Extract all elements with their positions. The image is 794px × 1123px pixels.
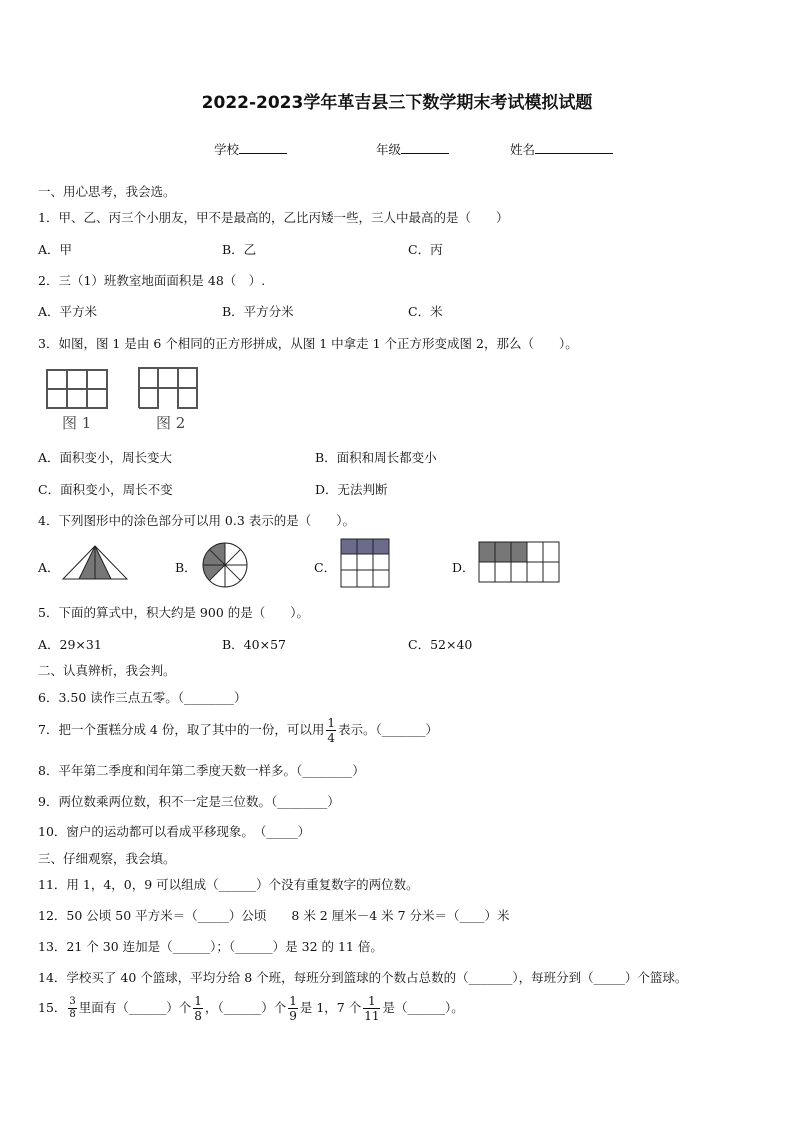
q15-fraction-2 [193,995,203,1022]
q15-text-4: 是（______）。 [382,1000,464,1015]
question-9: 9．两位数乘两位数，积不一定是三位数。（________） [38,794,340,809]
question-15 [38,995,464,1022]
q15-text-1: 里面有（______）个 [78,1000,192,1015]
section-1-heading: 一、用心思考，我会选。 [38,184,176,199]
q5-option-c: C．52×40 [408,637,473,652]
q15-f4-numerator: 1 [368,994,376,1008]
q1-option-a: A．甲 [38,242,73,257]
section-2-heading: 二、认真辨析，我会判。 [38,663,176,678]
q2-option-c: C．米 [408,304,443,319]
q4-option-d: D． [452,560,475,575]
q5-option-b: B．40×57 [222,637,286,652]
q4-option-a: A． [38,560,60,575]
q15-text-2: ，（______）个 [204,1000,287,1015]
q7-denominator: 4 [327,731,335,745]
name-field [510,140,613,158]
q3-option-b: B．面积和周长都变小 [315,450,437,465]
q15-fraction-1 [68,997,76,1020]
q4-option-c: C． [314,560,337,575]
q4-circle-figure [200,540,250,590]
question-14: 14．学校买了 40 个篮球，平均分给 8 个班，每班分到篮球的个数占总数的（_______），每班分到（_____）个篮球。 [38,970,688,985]
q15-number: 15． [38,1000,67,1015]
figure-1-label: 图 1 [62,414,92,432]
q3-figures [40,364,210,436]
question-4: 4．下列图形中的涂色部分可以用 0.3 表示的是（ ）。 [38,513,356,528]
question-1: 1．甲、乙、丙三个小朋友，甲不是最高的，乙比丙矮一些，三人中最高的是（ ） [38,210,509,225]
question-13: 13．21 个 30 连加是（______）；（______）是 32 的 11 倍。 [38,939,383,954]
question-7 [38,717,438,744]
q15-f1-denominator: 8 [69,1009,76,1020]
figure-2 [139,368,197,408]
q15-f1-numerator: 3 [69,996,76,1007]
section-3-heading: 三、仔细观察，我会填。 [38,851,176,866]
question-6: 6．3.50 读作三点五零。（________） [38,690,247,705]
name-label: 姓名 [510,142,536,157]
question-10: 10．窗户的运动都可以看成平移现象。 （_____） [38,824,311,839]
q7-text-before: 7．把一个蛋糕分成 4 份，取了其中的一份，可以用 [38,722,325,737]
q3-option-c: C．面积变小，周长不变 [38,482,173,497]
figure-1 [47,370,107,408]
question-2: 2．三（1）班教室地面面积是 48（ ）. [38,273,266,288]
page-title: 2022-2023学年革吉县三下数学期末考试模拟试题 [201,93,593,113]
grade-label: 年级 [376,142,402,157]
q15-fraction-4 [363,995,380,1022]
question-8: 8．平年第二季度和闰年第二季度天数一样多。（________） [38,763,365,778]
question-5: 5．下面的算式中，积大约是 900 的是（ ）。 [38,605,310,620]
question-3: 3．如图，图 1 是由 6 个相同的正方形拼成，从图 1 中拿走 1 个正方形变成图 2，那么（ ）。 [38,336,578,351]
q15-f3-denominator: 9 [289,1009,297,1023]
q7-fraction [326,717,336,744]
q2-option-b: B．平方分米 [222,304,294,319]
q15-text-3: 是 1，7 个 [299,1000,362,1015]
grade-field [376,140,449,158]
q4-option-b: B． [175,560,197,575]
q4-grid-figure-d [478,541,562,585]
school-label: 学校 [214,142,240,157]
q3-option-d: D．无法判断 [315,482,388,497]
q5-option-a: A．29×31 [38,637,102,652]
school-field [214,140,287,158]
q15-f3-numerator: 1 [289,994,297,1008]
q4-triangle-figure [60,543,130,583]
figure-2-label: 图 2 [156,414,186,432]
question-11: 11．用 1，4，0，9 可以组成（______）个没有重复数字的两位数。 [38,877,419,892]
question-12: 12．50 公顷 50 平方米＝（_____）公顷 8 米 2 厘米－4 米 7 分米＝（____）米 [38,908,510,923]
q15-fraction-3 [288,995,298,1022]
q1-option-b: B．乙 [222,242,257,257]
q15-f4-denominator: 11 [364,1009,380,1023]
q4-grid-figure-c [340,538,392,590]
q3-option-a: A．面积变小，周长变大 [38,450,173,465]
q15-f2-numerator: 1 [194,994,202,1008]
q1-option-c: C．丙 [408,242,443,257]
q7-text-after: 表示。（_______） [338,722,439,737]
q15-f2-denominator: 8 [194,1009,202,1023]
q2-option-a: A．平方米 [38,304,98,319]
q7-numerator: 1 [327,716,335,730]
